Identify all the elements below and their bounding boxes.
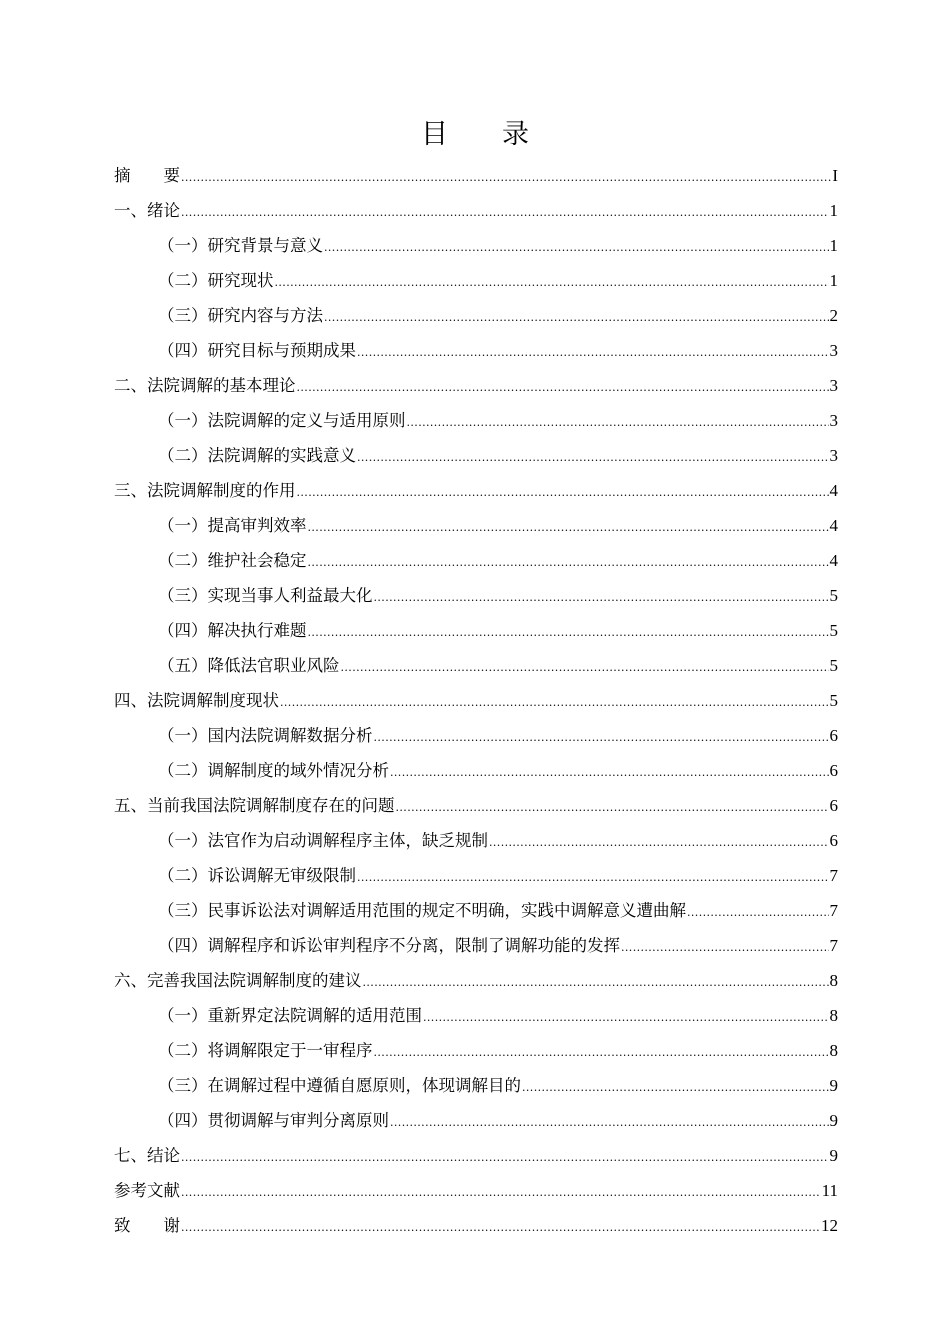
toc-entry[interactable] bbox=[114, 193, 838, 228]
toc-entry-page-number: 9 bbox=[829, 1111, 838, 1130]
toc-entry-page-number: 8 bbox=[829, 971, 838, 990]
toc-entry-page-number: 1 bbox=[829, 236, 838, 255]
toc-entry[interactable] bbox=[114, 753, 838, 788]
toc-entry-label: （三）实现当事人利益最大化 bbox=[158, 586, 373, 605]
toc-entry-label: 一、绪论 bbox=[114, 201, 180, 220]
toc-leader-dots bbox=[181, 160, 831, 195]
toc-leader-dots bbox=[357, 860, 829, 895]
toc-entry[interactable] bbox=[114, 648, 838, 683]
toc-leader-dots bbox=[297, 370, 829, 405]
toc-leader-dots bbox=[324, 230, 829, 265]
toc-entry-page-number: 5 bbox=[829, 691, 838, 710]
toc-entry[interactable] bbox=[114, 963, 838, 998]
toc-entry[interactable] bbox=[114, 788, 838, 823]
toc-entry[interactable] bbox=[114, 403, 838, 438]
toc-entry[interactable] bbox=[114, 928, 838, 963]
toc-entry-label: 致 谢 bbox=[114, 1216, 180, 1235]
toc-entry[interactable] bbox=[114, 823, 838, 858]
toc-leader-dots bbox=[181, 1140, 829, 1175]
toc-entry-page-number: 6 bbox=[829, 831, 838, 850]
toc-entry[interactable] bbox=[114, 298, 838, 333]
toc-entry[interactable] bbox=[114, 263, 838, 298]
toc-entry-page-number: 3 bbox=[829, 376, 838, 395]
toc-entry-page-number: 6 bbox=[829, 761, 838, 780]
toc-entry-label: （二）将调解限定于一审程序 bbox=[158, 1041, 373, 1060]
toc-entry[interactable] bbox=[114, 158, 838, 193]
toc-entry-label: 六、完善我国法院调解制度的建议 bbox=[114, 971, 362, 990]
toc-entry-page-number: 8 bbox=[829, 1006, 838, 1025]
toc-leader-dots bbox=[308, 545, 829, 580]
toc-entry[interactable] bbox=[114, 858, 838, 893]
toc-entry[interactable] bbox=[114, 1033, 838, 1068]
toc-entry[interactable] bbox=[114, 473, 838, 508]
toc-leader-dots bbox=[621, 930, 829, 965]
toc-leader-dots bbox=[489, 825, 829, 860]
toc-entry[interactable] bbox=[114, 333, 838, 368]
toc-leader-dots bbox=[181, 1210, 820, 1245]
toc-leader-dots bbox=[297, 475, 829, 510]
toc-entry-label: 摘 要 bbox=[114, 166, 180, 185]
toc-leader-dots bbox=[374, 720, 829, 755]
toc-entry[interactable] bbox=[114, 1208, 838, 1243]
toc-entry-label: （二）维护社会稳定 bbox=[158, 551, 307, 570]
toc-entry-page-number: 7 bbox=[829, 866, 838, 885]
toc-entry-label: 四、法院调解制度现状 bbox=[114, 691, 279, 710]
toc-entry[interactable] bbox=[114, 1138, 838, 1173]
toc-entry-label: （二）调解制度的域外情况分析 bbox=[158, 761, 389, 780]
toc-entry-page-number: 4 bbox=[829, 516, 838, 535]
toc-entry[interactable] bbox=[114, 718, 838, 753]
toc-entry-page-number: 12 bbox=[821, 1216, 838, 1235]
toc-entry[interactable] bbox=[114, 613, 838, 648]
toc-entry-page-number: 9 bbox=[829, 1076, 838, 1095]
toc-entry-label: （一）法院调解的定义与适用原则 bbox=[158, 411, 406, 430]
toc-entry-label: （五）降低法官职业风险 bbox=[158, 656, 340, 675]
toc-entry[interactable] bbox=[114, 228, 838, 263]
toc-entry[interactable] bbox=[114, 578, 838, 613]
toc-entry-label: （一）国内法院调解数据分析 bbox=[158, 726, 373, 745]
toc-entry-label: （一）重新界定法院调解的适用范围 bbox=[158, 1006, 422, 1025]
toc-entry-label: （四）贯彻调解与审判分离原则 bbox=[158, 1111, 389, 1130]
table-of-contents bbox=[114, 158, 838, 1243]
toc-entry-page-number: 7 bbox=[829, 901, 838, 920]
toc-leader-dots bbox=[280, 685, 829, 720]
toc-leader-dots bbox=[181, 1175, 821, 1210]
toc-entry-page-number: 1 bbox=[829, 201, 838, 220]
toc-leader-dots bbox=[423, 1000, 829, 1035]
toc-leader-dots bbox=[374, 1035, 829, 1070]
toc-entry-label: （三）民事诉讼法对调解适用范围的规定不明确，实践中调解意义遭曲解 bbox=[158, 901, 686, 920]
toc-entry-page-number: 3 bbox=[829, 341, 838, 360]
toc-leader-dots bbox=[181, 195, 829, 230]
toc-entry-label: 五、当前我国法院调解制度存在的问题 bbox=[114, 796, 395, 815]
toc-entry-page-number: 1 bbox=[829, 271, 838, 290]
toc-entry-page-number: 7 bbox=[829, 936, 838, 955]
toc-entry-page-number: 5 bbox=[829, 621, 838, 640]
toc-entry-label: （三）在调解过程中遵循自愿原则，体现调解目的 bbox=[158, 1076, 521, 1095]
toc-leader-dots bbox=[324, 300, 829, 335]
toc-entry-label: 七、结论 bbox=[114, 1146, 180, 1165]
toc-entry-page-number: 3 bbox=[829, 411, 838, 430]
toc-entry-page-number: 3 bbox=[829, 446, 838, 465]
toc-entry-label: （一）研究背景与意义 bbox=[158, 236, 323, 255]
toc-leader-dots bbox=[363, 965, 829, 1000]
toc-entry-label: 二、法院调解的基本理论 bbox=[114, 376, 296, 395]
toc-entry[interactable] bbox=[114, 683, 838, 718]
toc-entry-label: （一）提高审判效率 bbox=[158, 516, 307, 535]
toc-leader-dots bbox=[357, 335, 829, 370]
toc-leader-dots bbox=[275, 265, 829, 300]
toc-entry[interactable] bbox=[114, 508, 838, 543]
toc-entry-label: （二）研究现状 bbox=[158, 271, 274, 290]
toc-entry-label: 三、法院调解制度的作用 bbox=[114, 481, 296, 500]
toc-leader-dots bbox=[407, 405, 829, 440]
toc-entry-page-number: 4 bbox=[829, 551, 838, 570]
toc-leader-dots bbox=[390, 755, 829, 790]
toc-leader-dots bbox=[374, 580, 829, 615]
toc-entry-label: （一）法官作为启动调解程序主体，缺乏规制 bbox=[158, 831, 488, 850]
toc-entry-page-number: 8 bbox=[829, 1041, 838, 1060]
toc-entry[interactable] bbox=[114, 1103, 838, 1138]
toc-entry-page-number: 9 bbox=[829, 1146, 838, 1165]
toc-leader-dots bbox=[390, 1105, 829, 1140]
toc-entry[interactable] bbox=[114, 543, 838, 578]
toc-leader-dots bbox=[522, 1070, 829, 1105]
toc-entry[interactable] bbox=[114, 1068, 838, 1103]
toc-entry[interactable] bbox=[114, 368, 838, 403]
toc-entry-page-number: 6 bbox=[829, 796, 838, 815]
toc-entry-label: （四）调解程序和诉讼审判程序不分离，限制了调解功能的发挥 bbox=[158, 936, 620, 955]
toc-entry-label: （四）解决执行难题 bbox=[158, 621, 307, 640]
toc-entry-label: （四）研究目标与预期成果 bbox=[158, 341, 356, 360]
toc-leader-dots bbox=[308, 615, 829, 650]
toc-entry-page-number: 2 bbox=[829, 306, 838, 325]
toc-entry-page-number: 11 bbox=[821, 1181, 838, 1200]
toc-entry-label: 参考文献 bbox=[114, 1181, 180, 1200]
toc-title: 目 录 bbox=[421, 119, 529, 150]
toc-entry-label: （三）研究内容与方法 bbox=[158, 306, 323, 325]
toc-entry[interactable] bbox=[114, 438, 838, 473]
toc-entry-label: （二）法院调解的实践意义 bbox=[158, 446, 356, 465]
toc-entry[interactable] bbox=[114, 893, 838, 928]
toc-leader-dots bbox=[308, 510, 829, 545]
toc-entry[interactable] bbox=[114, 1173, 838, 1208]
toc-entry[interactable] bbox=[114, 998, 838, 1033]
toc-leader-dots bbox=[396, 790, 829, 825]
toc-entry-label: （二）诉讼调解无审级限制 bbox=[158, 866, 356, 885]
toc-entry-page-number: 4 bbox=[829, 481, 838, 500]
toc-leader-dots bbox=[357, 440, 829, 475]
toc-entry-page-number: I bbox=[832, 166, 838, 185]
toc-entry-page-number: 5 bbox=[829, 586, 838, 605]
toc-leader-dots bbox=[687, 895, 829, 930]
toc-entry-page-number: 6 bbox=[829, 726, 838, 745]
toc-entry-page-number: 5 bbox=[829, 656, 838, 675]
toc-leader-dots bbox=[341, 650, 829, 685]
